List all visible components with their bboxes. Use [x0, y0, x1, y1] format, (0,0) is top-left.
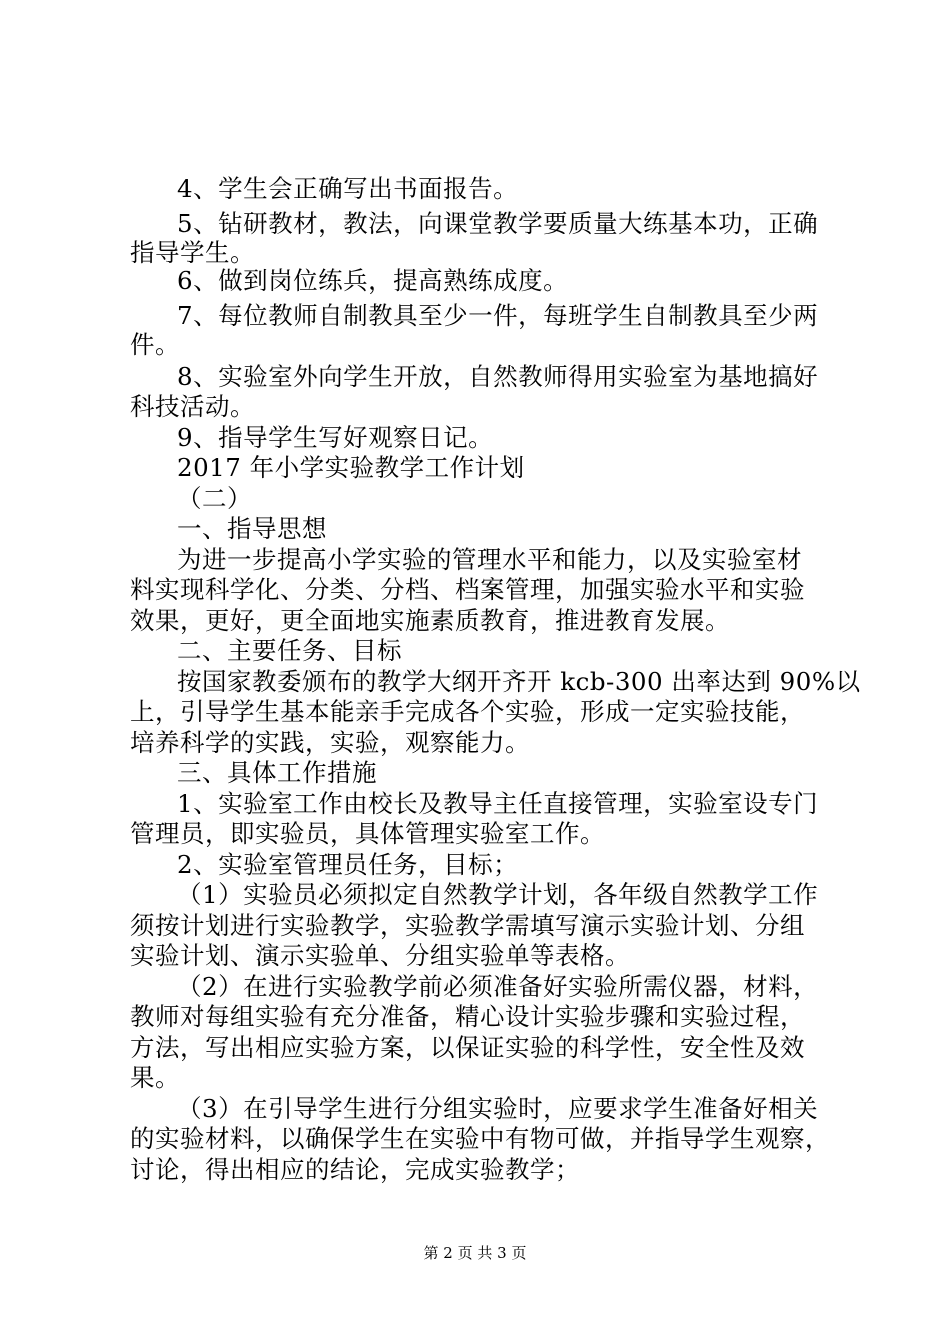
- text-line: 2、实验室管理员任务，目标；: [177, 850, 519, 879]
- text-line: 一、指导思想: [177, 514, 327, 543]
- text-line: 6、做到岗位练兵，提高熟练成度。: [177, 266, 569, 295]
- text-line: 二、主要任务、目标: [177, 636, 402, 665]
- text-line: 培养科学的实践，实验，观察能力。: [130, 728, 530, 757]
- text-line: 按国家教委颁布的教学大纲开齐开 kcb-300 出率达到 90%以: [177, 667, 861, 696]
- page-footer: 第 2 页 共 3 页: [423, 1244, 527, 1262]
- text-line: 4、学生会正确写出书面报告。: [177, 174, 519, 203]
- text-line: 效果，更好，更全面地实施素质教育，推进教育发展。: [130, 606, 730, 635]
- text-line: 料实现科学化、分类、分档、档案管理，加强实验水平和实验: [130, 575, 805, 604]
- text-line: 8、实验室外向学生开放，自然教师得用实验室为基地搞好: [177, 362, 819, 391]
- text-line: 2017 年小学实验教学工作计划: [177, 453, 525, 482]
- text-line: 三、具体工作措施: [177, 758, 377, 787]
- text-line: 的实验材料，以确保学生在实验中有物可做，并指导学生观察，: [130, 1124, 830, 1153]
- text-line: 7、每位教师自制教具至少一件，每班学生自制教具至少两: [177, 301, 819, 330]
- text-line: 方法，写出相应实验方案，以保证实验的科学性，安全性及效: [130, 1033, 805, 1062]
- text-line: 1、实验室工作由校长及教导主任直接管理，实验室设专门: [177, 789, 819, 818]
- text-line: 科技活动。: [130, 392, 255, 421]
- text-line: 果。: [130, 1063, 180, 1092]
- text-line: （3）在引导学生进行分组实验时，应要求学生准备好相关: [177, 1094, 819, 1123]
- text-line: 实验计划、演示实验单、分组实验单等表格。: [130, 941, 630, 970]
- text-line: （二）: [177, 484, 252, 513]
- text-line: 件。: [130, 330, 180, 359]
- text-line: 为进一步提高小学实验的管理水平和能力，以及实验室材: [177, 545, 802, 574]
- text-line: 9、指导学生写好观察日记。: [177, 423, 494, 452]
- text-line: 管理员，即实验员，具体管理实验室工作。: [130, 819, 605, 848]
- text-line: （1）实验员必须拟定自然教学计划，各年级自然教学工作: [177, 880, 819, 909]
- text-line: 教师对每组实验有充分准备，精心设计实验步骤和实验过程，: [130, 1002, 805, 1031]
- text-line: 5、钻研教材，教法，向课堂教学要质量大练基本功，正确: [177, 209, 819, 238]
- text-line: 讨论，得出相应的结论，完成实验教学；: [130, 1155, 580, 1184]
- text-line: 指导学生。: [130, 238, 255, 267]
- text-line: 须按计划进行实验教学，实验教学需填写演示实验计划、分组: [130, 911, 805, 940]
- text-line: 上，引导学生基本能亲手完成各个实验，形成一定实验技能，: [130, 697, 805, 726]
- text-line: （2）在进行实验教学前必须准备好实验所需仪器，材料，: [177, 972, 819, 1001]
